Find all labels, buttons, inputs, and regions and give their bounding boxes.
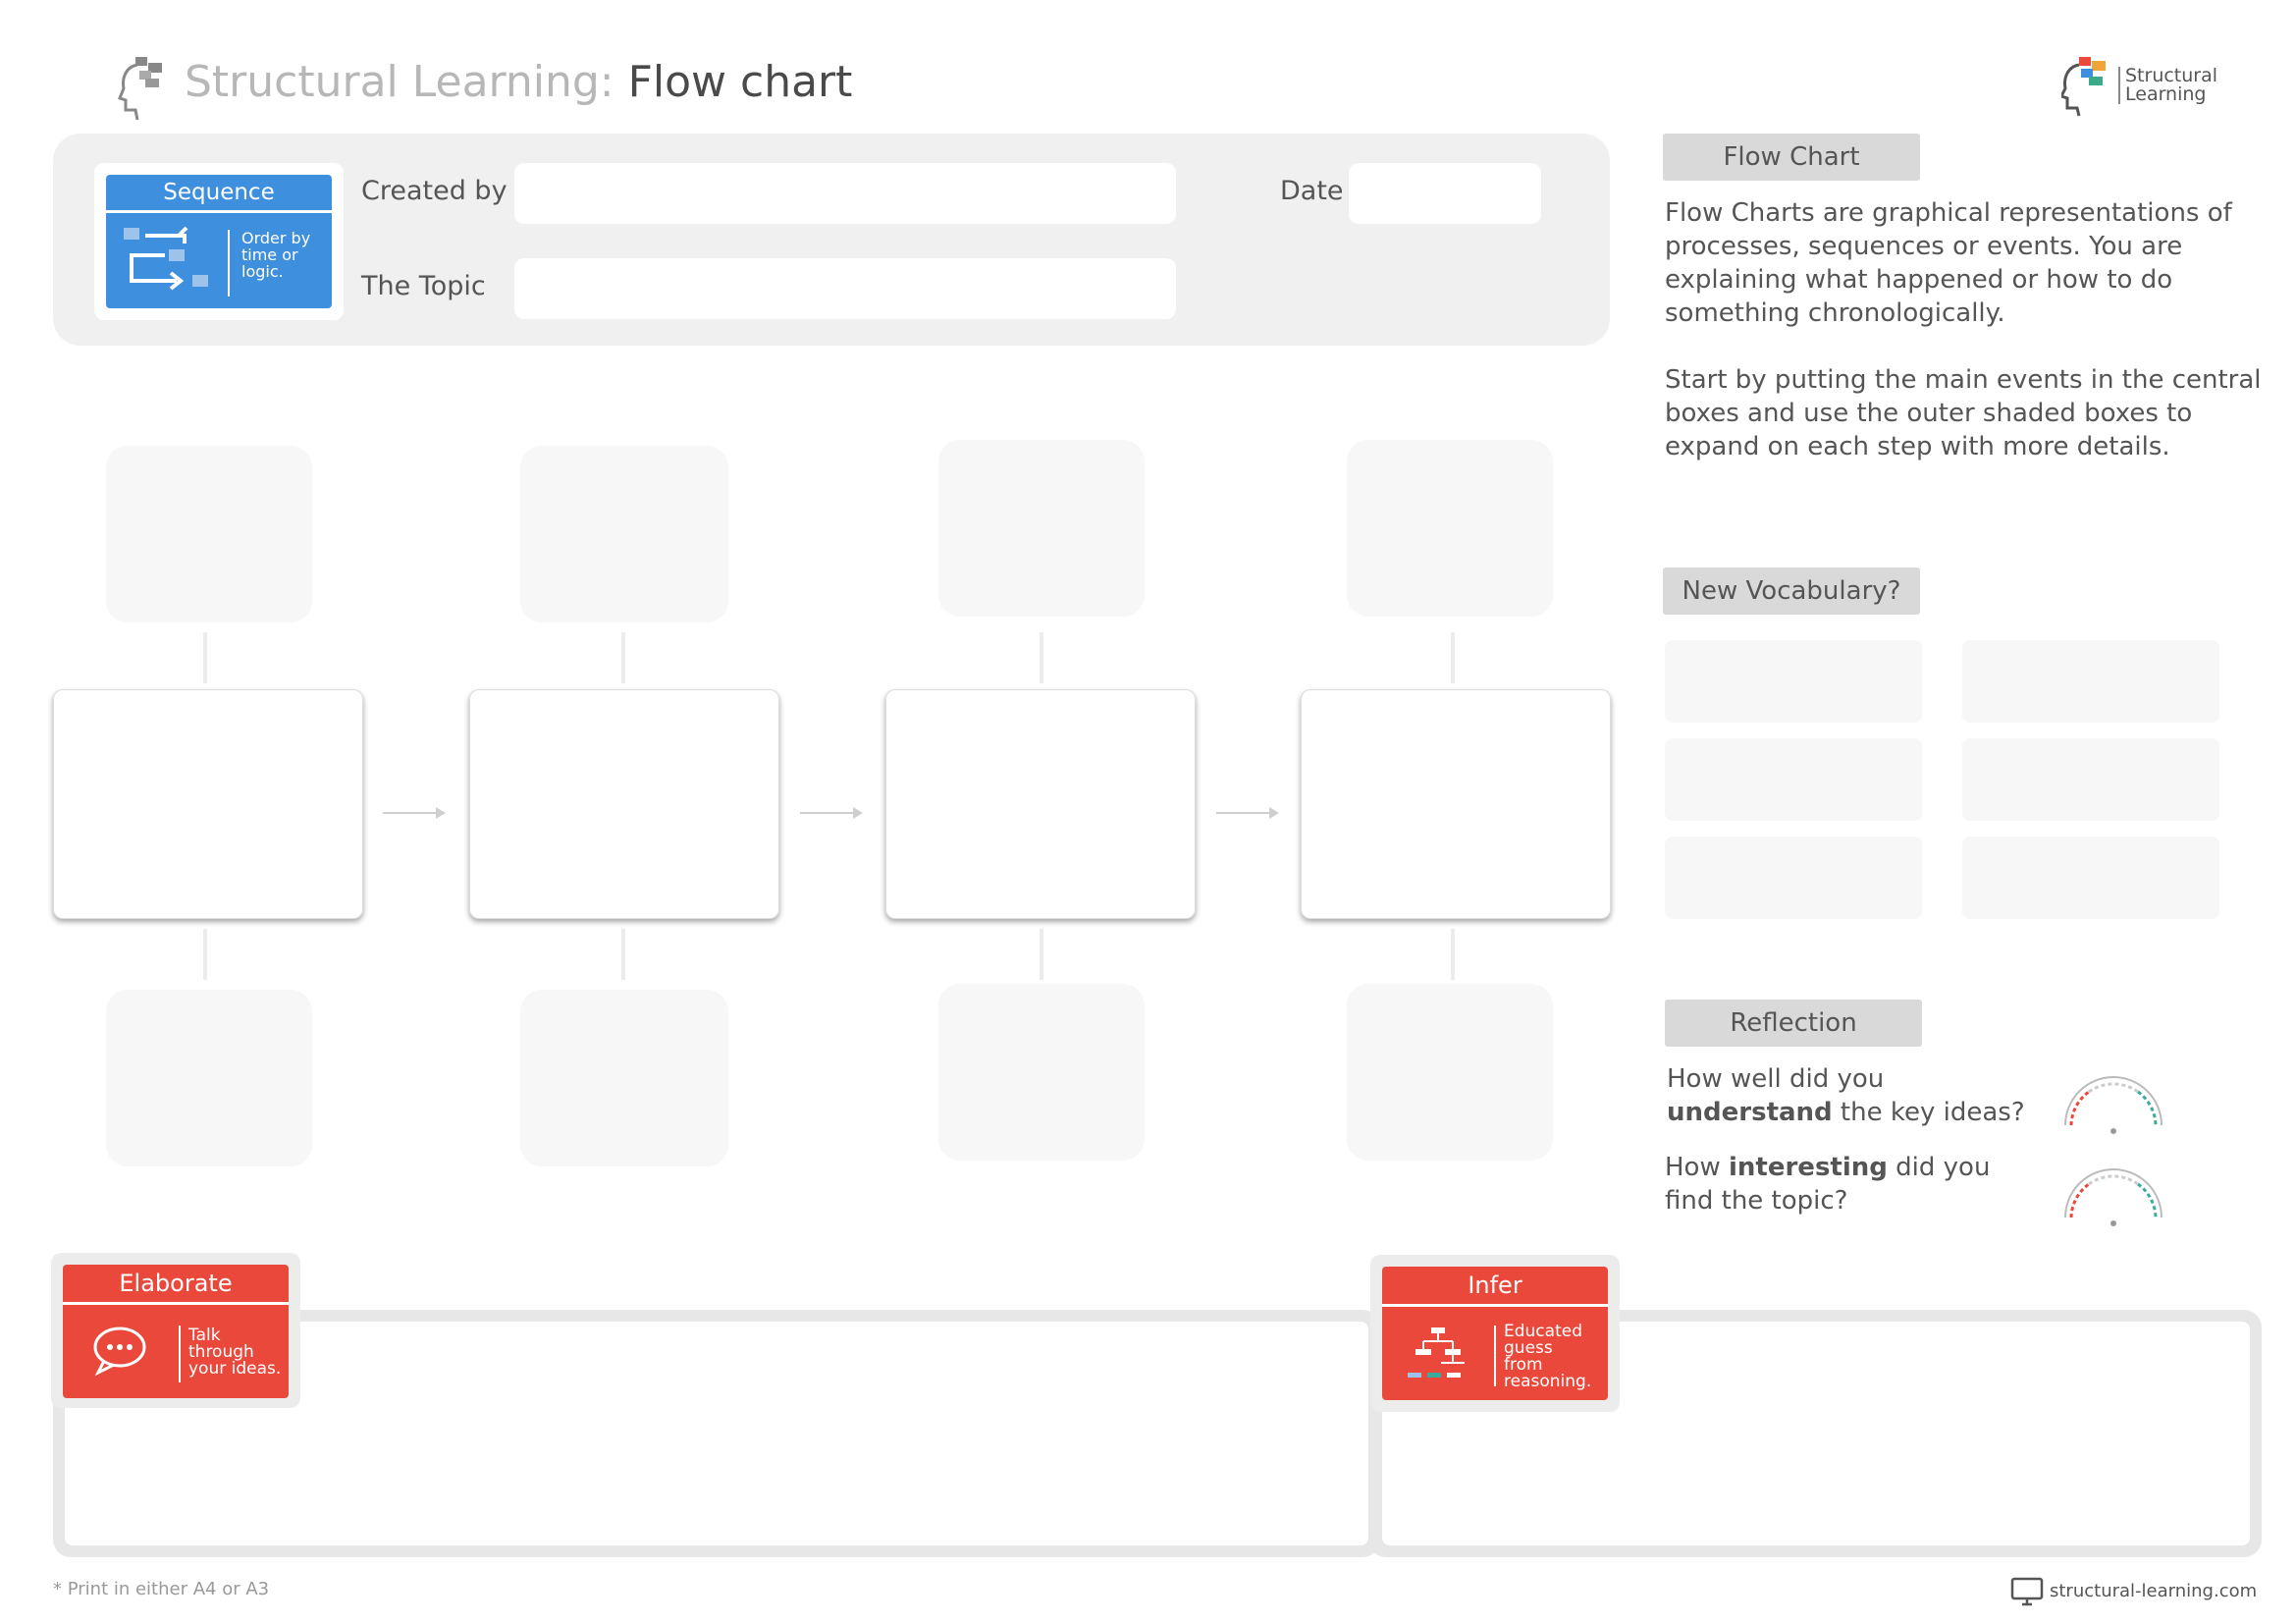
sequence-card <box>94 163 344 320</box>
arrow-right-icon <box>1216 812 1277 814</box>
question-bold: understand <box>1667 1098 1833 1127</box>
infer-title: Infer <box>1382 1267 1608 1307</box>
description-line: something chronologically. <box>1665 298 2005 328</box>
created-by-field[interactable] <box>514 163 1176 224</box>
connector-top-2 <box>621 632 625 683</box>
elaborate-desc-1: Talk <box>188 1326 221 1345</box>
question-line: did you <box>1887 1153 1991 1182</box>
brain-logo-icon <box>2061 55 2116 118</box>
head-logo-icon <box>118 53 177 126</box>
question-bold: interesting <box>1729 1153 1888 1182</box>
infer-desc-4: reasoning. <box>1504 1372 1592 1391</box>
topic-label: The Topic <box>361 271 486 301</box>
detail-box-top-3[interactable] <box>938 440 1145 617</box>
description-line: Start by putting the main events in the central <box>1665 365 2262 395</box>
created-by-label: Created by <box>361 176 507 206</box>
date-field[interactable] <box>1349 163 1541 224</box>
main-event-box-3[interactable] <box>885 689 1196 919</box>
arrow-right-icon <box>383 812 444 814</box>
sequence-desc-2: time or <box>241 245 298 264</box>
description-line: expand on each step with more details. <box>1665 432 2170 461</box>
vocab-box-2[interactable] <box>1962 640 2219 723</box>
print-note: * Print in either A4 or A3 <box>53 1579 270 1599</box>
new-vocabulary-tab: New Vocabulary? <box>1663 568 1920 615</box>
worksheet-title: Flow chart <box>627 57 853 107</box>
monitor-icon <box>2010 1577 2044 1606</box>
brand-title: Structural Learning: <box>185 57 614 107</box>
flow-chart-description <box>1665 196 2273 463</box>
connector-bottom-3 <box>1040 929 1043 980</box>
connector-top-1 <box>203 632 207 683</box>
main-event-box-2[interactable] <box>469 689 779 919</box>
question-line: How <box>1665 1153 1729 1182</box>
flow-chart-tab: Flow Chart <box>1663 134 1920 181</box>
main-event-box-4[interactable] <box>1301 689 1611 919</box>
question-line: How well did you <box>1667 1064 1885 1094</box>
connector-top-4 <box>1451 632 1455 683</box>
vocab-box-5[interactable] <box>1665 837 1922 919</box>
elaborate-title: Elaborate <box>63 1265 289 1305</box>
vocab-box-4[interactable] <box>1962 738 2219 821</box>
main-event-box-1[interactable] <box>53 689 363 919</box>
understanding-gauge-icon[interactable] <box>2059 1076 2167 1135</box>
website-link[interactable]: structural-learning.com <box>2050 1581 2258 1601</box>
arrow-right-icon <box>800 812 861 814</box>
detail-box-bottom-3[interactable] <box>938 984 1145 1161</box>
reflection-tab: Reflection <box>1665 1000 1922 1047</box>
sequence-icon <box>124 224 212 298</box>
speech-bubble-icon <box>92 1326 147 1377</box>
vocab-box-6[interactable] <box>1962 837 2219 919</box>
topic-field[interactable] <box>514 258 1176 319</box>
date-label: Date <box>1280 176 1344 206</box>
elaborate-desc-3: your ideas. <box>188 1359 282 1379</box>
infer-desc-2: guess <box>1504 1338 1553 1358</box>
vocab-box-3[interactable] <box>1665 738 1922 821</box>
sequence-desc-1: Order by <box>241 229 311 247</box>
connector-bottom-4 <box>1451 929 1455 980</box>
detail-box-bottom-2[interactable] <box>520 990 728 1166</box>
detail-box-bottom-4[interactable] <box>1347 984 1553 1161</box>
description-line: processes, sequences or events. You are <box>1665 232 2183 261</box>
question-line: the key ideas? <box>1832 1098 2025 1127</box>
sequence-title: Sequence <box>106 175 332 213</box>
reasoning-tree-icon <box>1406 1324 1470 1384</box>
sequence-desc-3: logic. <box>241 262 284 281</box>
interest-gauge-icon[interactable] <box>2059 1168 2167 1227</box>
structural-learning-logo <box>2061 55 2218 122</box>
logo-text-line1: Structural <box>2125 65 2218 86</box>
description-line: Flow Charts are graphical representations of <box>1665 198 2232 228</box>
elaborate-desc-2: through <box>188 1342 254 1362</box>
page-title <box>185 57 852 107</box>
detail-box-top-2[interactable] <box>520 446 728 623</box>
reflection-question-1 <box>1667 1062 2040 1129</box>
connector-bottom-2 <box>621 929 625 980</box>
description-line: boxes and use the outer shaded boxes to <box>1665 399 2193 428</box>
vocab-box-1[interactable] <box>1665 640 1922 723</box>
infer-card <box>1382 1267 1608 1400</box>
reflection-question-2 <box>1665 1151 2038 1218</box>
infer-desc-3: from <box>1504 1355 1543 1375</box>
detail-box-top-4[interactable] <box>1347 440 1553 617</box>
connector-top-3 <box>1040 632 1043 683</box>
connector-bottom-1 <box>203 929 207 980</box>
detail-box-top-1[interactable] <box>106 446 312 623</box>
question-line: find the topic? <box>1665 1186 1848 1216</box>
description-line: explaining what happened or how to do <box>1665 265 2173 295</box>
detail-box-bottom-1[interactable] <box>106 990 312 1166</box>
infer-desc-1: Educated <box>1504 1322 1582 1341</box>
elaborate-card <box>63 1265 289 1398</box>
logo-text-line2: Learning <box>2125 83 2207 105</box>
